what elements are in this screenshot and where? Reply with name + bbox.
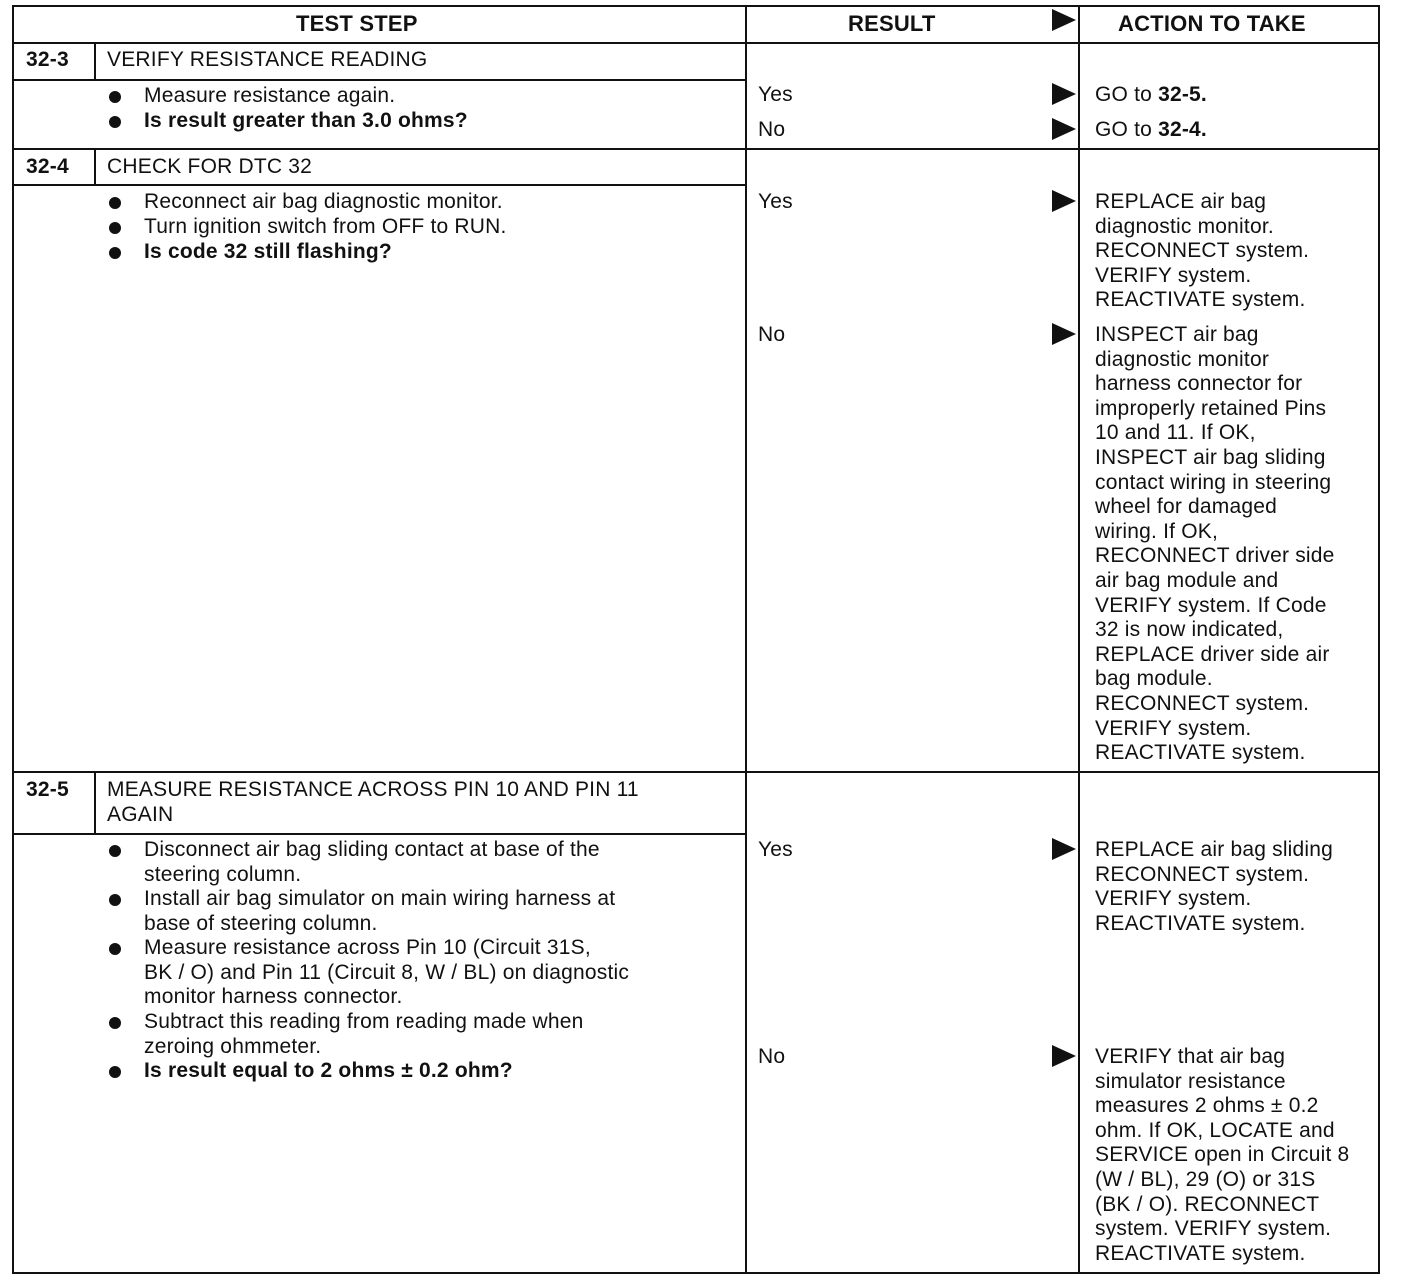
action-text-part: wiring. If OK,: [1095, 519, 1218, 543]
test-instruction: monitor harness connector.: [144, 985, 403, 1009]
action-text-part: INSPECT air bag sliding: [1095, 446, 1326, 469]
action-text: [1095, 1143, 1349, 1168]
action-text: [1095, 471, 1331, 496]
bullet-icon: [109, 197, 121, 209]
action-text-part: measures 2 ohms ± 0.2: [1095, 1094, 1319, 1118]
action-text: [1095, 643, 1330, 668]
action-text: [1095, 83, 1207, 108]
test-instruction: steering column.: [144, 862, 302, 886]
action-text-part: simulator resistance: [1095, 1069, 1286, 1093]
bullet-icon: [109, 1017, 121, 1029]
right-border: [1378, 5, 1380, 1272]
action-text-part: air bag module and: [1095, 569, 1279, 592]
action-column-rule: [1078, 5, 1080, 1272]
test-instruction: Disconnect air bag sliding contact at base of the: [144, 838, 600, 861]
action-text: [1095, 264, 1251, 289]
step-number: 32-4: [26, 155, 69, 178]
bullet-icon: [109, 222, 121, 234]
action-text: [1095, 323, 1259, 348]
action-text-part: REACTIVATE system.: [1095, 741, 1306, 765]
step-title: AGAIN: [107, 802, 174, 826]
table-top-border: [12, 5, 1380, 7]
action-text: [1095, 1193, 1319, 1218]
test-instruction: Turn ignition switch from OFF to RUN.: [144, 215, 507, 238]
action-text: [1095, 1045, 1285, 1070]
action-text: [1095, 1119, 1335, 1144]
action-text: [1095, 1094, 1319, 1119]
action-text: [1095, 372, 1302, 397]
bullet-icon: [109, 116, 121, 128]
result-arrow-icon: [1052, 83, 1076, 105]
test-instruction: base of steering column.: [144, 911, 378, 935]
step-row-rule: [12, 148, 1380, 150]
header-arrow-icon: [1052, 9, 1076, 31]
bullet-icon: [109, 894, 121, 906]
table-bottom-border: [12, 1272, 1380, 1274]
action-text: [1095, 692, 1309, 717]
action-text: [1095, 397, 1326, 422]
action-text: [1095, 215, 1274, 240]
result-label: Yes: [758, 83, 793, 106]
action-text: [1095, 288, 1306, 313]
test-instruction: zeroing ohmmeter.: [144, 1034, 322, 1058]
test-question: Is result equal to 2 ohms ± 0.2 ohm?: [144, 1059, 513, 1082]
action-text: [1095, 1168, 1316, 1193]
action-text-part: GO to: [1095, 83, 1159, 106]
bullet-icon: [109, 943, 121, 955]
action-text: [1095, 118, 1207, 143]
action-text-part: VERIFY system. If Code: [1095, 593, 1327, 617]
action-text: [1095, 190, 1266, 215]
action-text-part: REPLACE driver side air: [1095, 642, 1330, 666]
action-text-part: harness connector for: [1095, 372, 1303, 396]
step-number-rule: [94, 771, 96, 833]
action-text: [1095, 421, 1256, 446]
step-title: MEASURE RESISTANCE ACROSS PIN 10 AND PIN 11: [107, 778, 639, 801]
test-step-header: TEST STEP: [296, 11, 418, 36]
action-text-part: SERVICE open in Circuit 8: [1095, 1143, 1350, 1167]
result-arrow-icon: [1052, 118, 1076, 140]
action-text-part: VERIFY system.: [1095, 887, 1252, 911]
header-bottom-rule: [12, 42, 1380, 44]
action-text-part: REPLACE air bag: [1095, 190, 1267, 213]
action-text-part: RECONNECT system.: [1095, 692, 1310, 715]
action-text-part: contact wiring in steering: [1095, 470, 1332, 494]
action-text-part: RECONNECT driver side: [1095, 544, 1335, 568]
action-text-part: GO to: [1095, 118, 1159, 141]
action-text-part: REACTIVATE system.: [1095, 1241, 1306, 1265]
action-text-part: RECONNECT system.: [1095, 239, 1310, 263]
test-instruction: BK / O) and Pin 11 (Circuit 8, W / BL) on diagnostic: [144, 960, 630, 984]
action-text: [1095, 594, 1327, 619]
action-text-part: INSPECT air bag: [1095, 323, 1259, 346]
action-text: [1095, 863, 1309, 888]
action-text-part: RECONNECT system.: [1095, 862, 1310, 886]
result-arrow-icon: [1052, 1045, 1076, 1067]
action-text: [1095, 838, 1333, 863]
result-header: RESULT: [848, 11, 936, 36]
action-text-part: (W / BL), 29 (O) or 31S: [1095, 1168, 1316, 1191]
result-label: No: [758, 323, 786, 346]
step-title-rule: [12, 833, 747, 835]
action-text: [1095, 239, 1309, 264]
step-title-rule: [12, 79, 747, 81]
action-text-part: bag module.: [1095, 667, 1213, 691]
step-number-rule: [94, 148, 96, 184]
action-text: [1095, 544, 1335, 569]
action-text: [1095, 741, 1306, 766]
action-text: [1095, 446, 1326, 471]
action-text: [1095, 1070, 1286, 1095]
result-label: Yes: [758, 838, 793, 861]
step-title: VERIFY RESISTANCE READING: [107, 48, 428, 71]
action-text-part: VERIFY system.: [1095, 716, 1252, 740]
step-number: 32-3: [26, 48, 69, 71]
result-arrow-icon: [1052, 190, 1076, 212]
action-text: [1095, 667, 1213, 692]
step-title-rule: [12, 184, 747, 186]
action-text-part: system. VERIFY system.: [1095, 1217, 1332, 1241]
action-text: [1095, 717, 1251, 742]
result-label: Yes: [758, 190, 793, 213]
action-text-part: 10 and 11. If OK,: [1095, 421, 1256, 445]
action-text-part: diagnostic monitor.: [1095, 214, 1274, 238]
bullet-icon: [109, 1066, 121, 1078]
action-text: [1095, 912, 1306, 937]
result-label: No: [758, 1045, 786, 1068]
test-instruction: Subtract this reading from reading made when: [144, 1010, 584, 1033]
step-row-rule: [12, 771, 1380, 773]
action-text: [1095, 618, 1283, 643]
result-arrow-icon: [1052, 323, 1076, 345]
test-instruction: Install air bag simulator on main wiring harness at: [144, 887, 616, 910]
action-text-part: REPLACE air bag sliding: [1095, 838, 1334, 861]
step-title: CHECK FOR DTC 32: [107, 155, 313, 178]
test-question: Is code 32 still flashing?: [144, 240, 392, 263]
action-text: [1095, 495, 1277, 520]
test-instruction: Measure resistance across Pin 10 (Circuit 31S,: [144, 936, 591, 959]
action-text-part: REACTIVATE system.: [1095, 911, 1306, 935]
goto-step-ref: 32-5.: [1158, 83, 1207, 106]
test-question: Is result greater than 3.0 ohms?: [144, 109, 468, 132]
action-header: ACTION TO TAKE: [1118, 11, 1306, 36]
action-text: [1095, 1217, 1331, 1242]
action-text: [1095, 887, 1251, 912]
action-text-part: REACTIVATE system.: [1095, 288, 1306, 312]
step-number: 32-5: [26, 778, 69, 801]
action-text-part: wheel for damaged: [1095, 495, 1278, 519]
action-text: [1095, 520, 1218, 545]
action-text: [1095, 348, 1269, 373]
action-text-part: VERIFY that air bag: [1095, 1045, 1286, 1068]
action-text-part: (BK / O). RECONNECT: [1095, 1192, 1320, 1216]
action-text-part: VERIFY system.: [1095, 263, 1252, 287]
action-text: [1095, 1242, 1306, 1267]
test-instruction: Reconnect air bag diagnostic monitor.: [144, 190, 503, 213]
action-text-part: 32 is now indicated,: [1095, 618, 1284, 642]
action-text-part: ohm. If OK, LOCATE and: [1095, 1118, 1335, 1142]
action-text-part: improperly retained Pins: [1095, 396, 1327, 420]
left-border: [12, 5, 14, 1272]
result-arrow-icon: [1052, 838, 1076, 860]
result-label: No: [758, 118, 786, 141]
goto-step-ref: 32-4.: [1158, 118, 1207, 141]
bullet-icon: [109, 91, 121, 103]
action-text: [1095, 569, 1278, 594]
bullet-icon: [109, 845, 121, 857]
action-text-part: diagnostic monitor: [1095, 347, 1270, 371]
bullet-icon: [109, 247, 121, 259]
test-instruction: Measure resistance again.: [144, 84, 396, 107]
result-column-rule: [745, 5, 747, 1272]
step-number-rule: [94, 42, 96, 79]
